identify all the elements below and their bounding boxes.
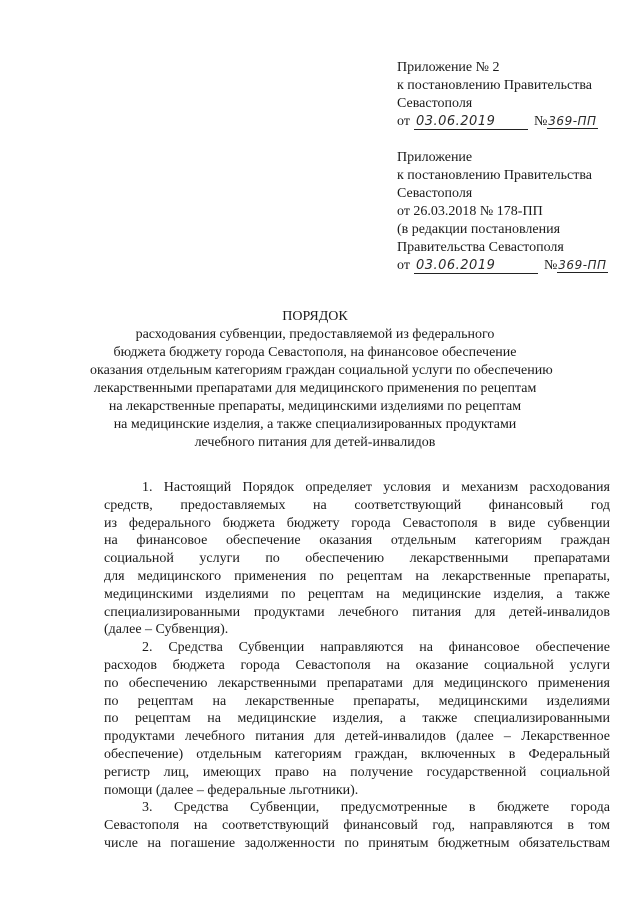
paragraph-line: числе на погашение задолженности по принятым бюджетным обязательствам [104,835,610,851]
paragraph-line: социальной услуги по обеспечению лекарственными препаратами [104,551,610,567]
appendix-original-date: от 26.03.2018 № 178-ПП [397,204,543,219]
paragraph-line: Севастополя на соответствующий финансовый год, направляются в том [104,818,610,834]
title-heading: ПОРЯДОК [282,309,348,324]
paragraph-line: из федерального бюджета бюджету города Севастополя в виде субвенции [104,515,610,531]
appendix-2-block [397,59,627,131]
paragraph-line: помощи (далее – федеральные льготники). [104,782,359,798]
handwritten-date: 03.06.2019 [414,115,528,130]
title-line: на лекарственные препараты, медицинскими изделиями по рецептам [108,399,522,414]
appendix-title: Приложение [397,150,473,165]
paragraph-3 [104,799,610,852]
title-line: лечебного питания для детей-инвалидов [194,435,436,450]
appendix-original-date-line [397,257,627,275]
title-line: на медицинские изделия, а также специализированных продуктами [113,417,517,432]
paragraph-line: по рецептам на лекарственные препараты, медицинскими изделиями [104,693,610,709]
appendix-resolution: к постановлению Правительства [397,168,593,183]
paragraph-line: на финансовое обеспечение оказания отдельным категориям граждан [104,533,610,549]
title-line: лекарственными препаратами для медицинского применения по рецептам [93,381,537,396]
appendix-2-city: Севастополя [397,96,473,111]
paragraph-line: для медицинского применения по рецептам на лекарственные препараты, [104,568,610,584]
paragraph-1 [104,479,610,639]
appendix-edition-note: (в редакции постановления [397,222,561,237]
handwritten-number: 369-ПП [548,114,597,128]
paragraph-line: 1. Настоящий Порядок определяет условия и механизм расходования [142,480,610,495]
paragraph-line: (далее – Субвенция). [104,622,229,638]
document-title [90,308,553,452]
number-prefix: № [543,258,558,273]
paragraph-line: продуктами лечебного питания для детей-инвалидов (далее – Лекарственное [104,729,610,745]
title-line: расходования субвенции, предоставляемой из федерального [135,327,495,342]
appendix-2-date-line [397,113,627,131]
appendix-edition-government: Правительства Севастополя [397,240,564,255]
paragraph-line: специализированными продуктами лечебного питания для детей-инвалидов [104,604,610,620]
appendix-original-block [397,149,627,275]
date-prefix: от [397,258,410,273]
paragraph-line: медицинскими изделиями по рецептам на медицинские изделия, а также [104,586,610,602]
handwritten-number: 369-ПП [558,258,607,272]
appendix-2-resolution: к постановлению Правительства [397,78,593,93]
handwritten-date: 03.06.2019 [414,259,538,274]
paragraph-line: по обеспечению лекарственными препаратами для медицинского применения [104,675,610,691]
paragraph-line: по рецептам на медицинские изделия, а также специализированными [104,711,610,727]
title-line: бюджета бюджету города Севастополя, на финансовое обеспечение [113,345,517,360]
paragraph-2 [104,639,610,799]
paragraph-line: 2. Средства Субвенции направляются на финансовое обеспечение [142,640,610,656]
appendix-2-title: Приложение № 2 [397,60,500,75]
paragraph-line: расходов бюджета города Севастополя на оказание социальной услуги [104,657,610,673]
paragraph-line: обеспечение) отдельным категориям граждан, включенных в Федеральный [104,746,610,762]
date-prefix: от [397,114,410,129]
document-body [104,479,610,853]
paragraph-line: регистр лиц, имеющих право на получение государственной социальной [104,764,610,780]
paragraph-line: 3. Средства Субвенции, предусмотренные в бюджете города [142,800,610,816]
title-line: оказания отдельным категориям граждан социальной услуги по обеспечению [90,363,553,378]
number-prefix: № [533,114,548,129]
appendix-city: Севастополя [397,186,473,201]
paragraph-line: средств, предоставляемых на соответствующий финансовый год [104,497,610,513]
